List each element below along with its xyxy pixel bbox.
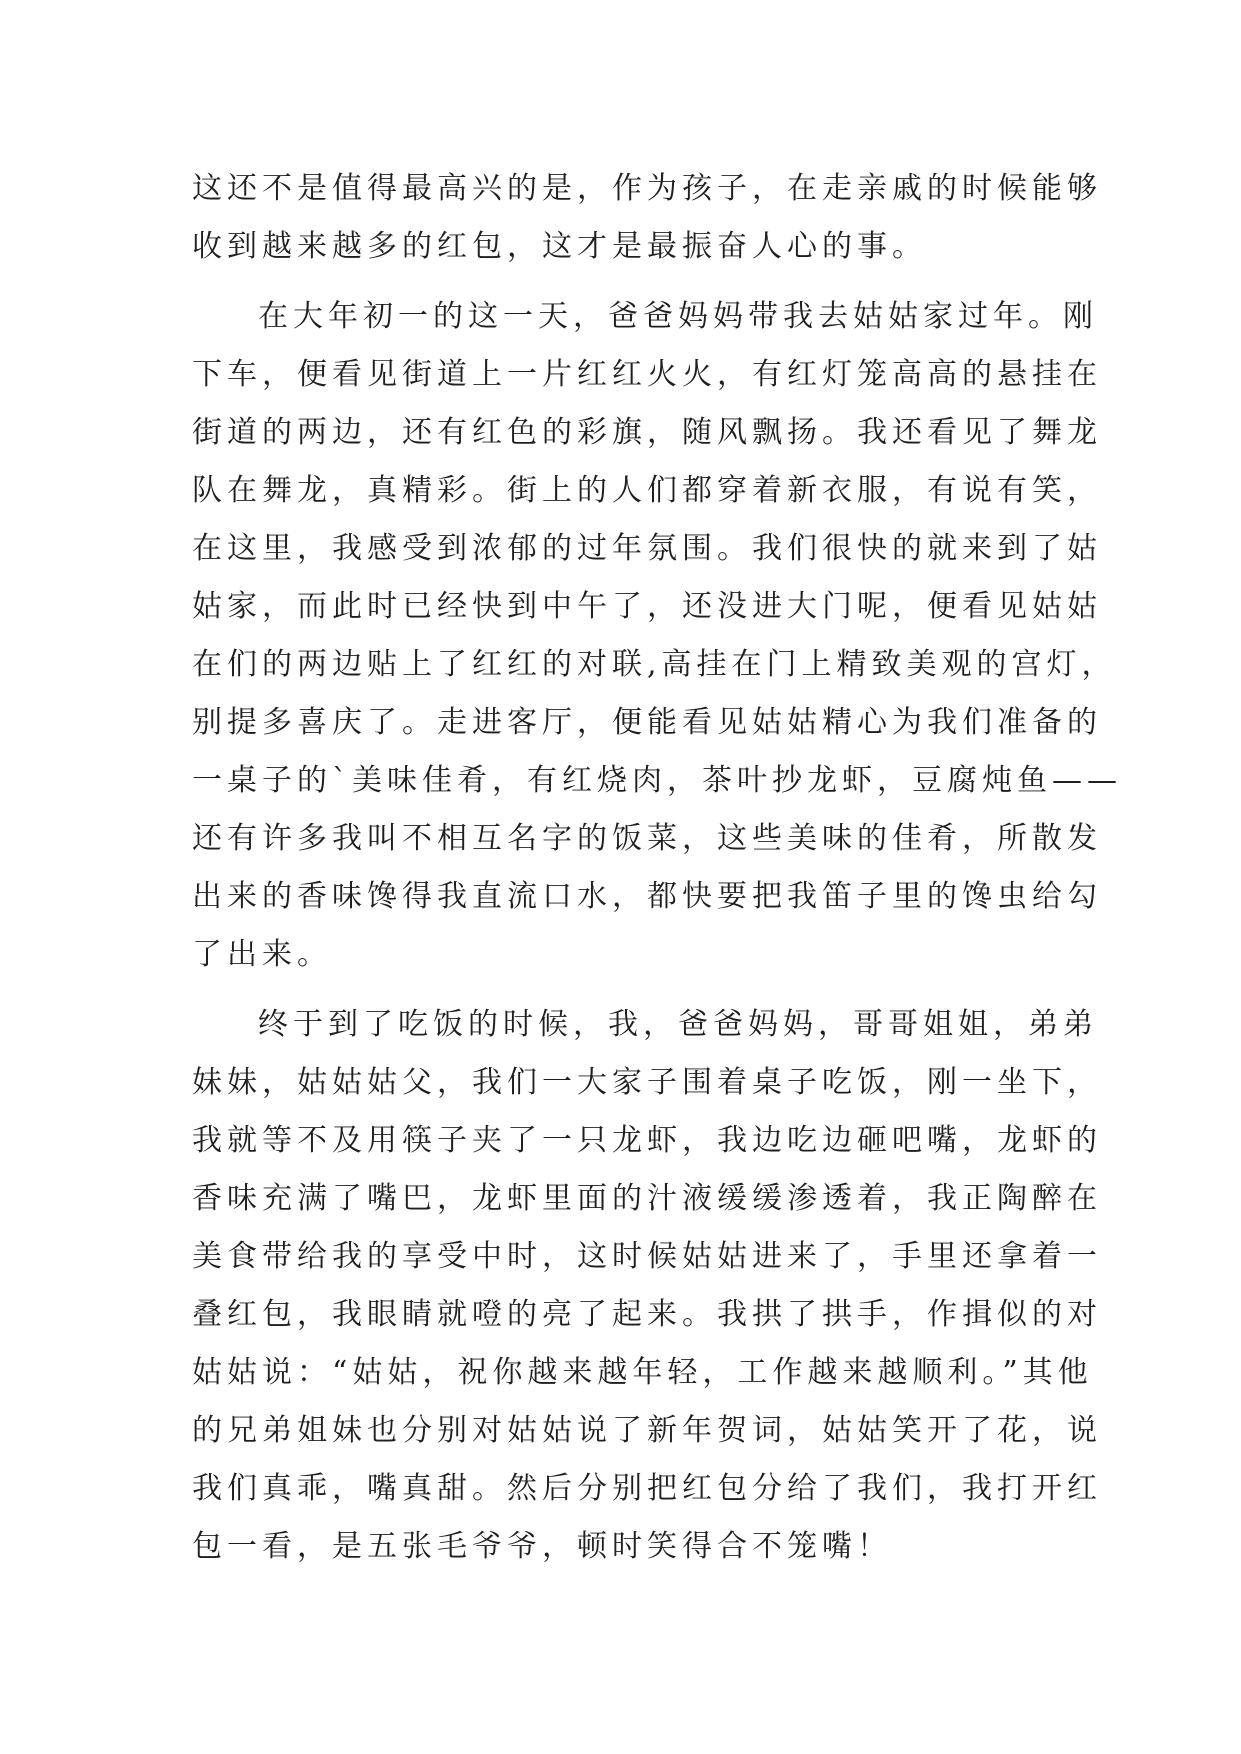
text-line: 在这里，我感受到浓郁的过年氛围。我们很快的就来到了姑 xyxy=(192,531,1102,566)
text-line: 下车，便看见街道上一片红红火火，有红灯笼高高的悬挂在 xyxy=(192,357,1102,392)
text-line: 妹妹，姑姑姑父，我们一大家子围着桌子吃饭，刚一坐下， xyxy=(192,1065,1102,1100)
text-line: 街道的两边，还有红色的彩旗，随风飘扬。我还看见了舞龙 xyxy=(192,415,1102,450)
text-line: 一桌子的`美味佳肴，有红烧肉，茶叶抄龙虾，豆腐炖鱼—— xyxy=(192,763,1122,798)
text-line: 了出来。 xyxy=(192,937,332,972)
text-line: 叠红包，我眼睛就噔的亮了起来。我拱了拱手，作揖似的对 xyxy=(192,1297,1102,1332)
text-line: 别提多喜庆了。走进客厅，便能看见姑姑精心为我们准备的 xyxy=(192,705,1102,740)
text-line: 队在舞龙，真精彩。街上的人们都穿着新衣服，有说有笑， xyxy=(192,473,1102,508)
text-line: 的兄弟姐妹也分别对姑姑说了新年贺词，姑姑笑开了花，说 xyxy=(192,1413,1102,1448)
paragraph-first-line: 终于到了吃饭的时候，我，爸爸妈妈，哥哥姐姐，弟弟 xyxy=(258,1007,1098,1042)
text-line: 香味充满了嘴巴，龙虾里面的汁液缓缓渗透着，我正陶醉在 xyxy=(192,1181,1102,1216)
text-line: 还有许多我叫不相互名字的饭菜，这些美味的佳肴，所散发 xyxy=(192,821,1102,856)
text-line: 姑家，而此时已经快到中午了，还没进大门呢，便看见姑姑 xyxy=(192,589,1102,624)
text-line: 收到越来越多的红包，这才是最振奋人心的事。 xyxy=(192,229,927,264)
paragraph-first-line: 在大年初一的这一天，爸爸妈妈带我去姑姑家过年。刚 xyxy=(258,299,1098,334)
essay-body xyxy=(192,160,1122,1576)
text-line: 出来的香味馋得我直流口水，都快要把我笛子里的馋虫给勾 xyxy=(192,879,1102,914)
text-line: 包一看，是五张毛爷爷，顿时笑得合不笼嘴！ xyxy=(192,1529,892,1564)
text-line: 姑姑说：“姑姑，祝你越来越年轻，工作越来越顺利。”其他 xyxy=(192,1355,1093,1390)
text-line: 我们真乖，嘴真甜。然后分别把红包分给了我们，我打开红 xyxy=(192,1471,1102,1506)
text-line: 我就等不及用筷子夹了一只龙虾，我边吃边砸吧嘴，龙虾的 xyxy=(192,1123,1102,1158)
text-line: 在们的两边贴上了红红的对联,高挂在门上精致美观的宫灯， xyxy=(192,647,1117,682)
text-line: 美食带给我的享受中时，这时候姑姑进来了，手里还拿着一 xyxy=(192,1239,1102,1274)
text-line: 这还不是值得最高兴的是，作为孩子，在走亲戚的时候能够 xyxy=(192,171,1102,206)
